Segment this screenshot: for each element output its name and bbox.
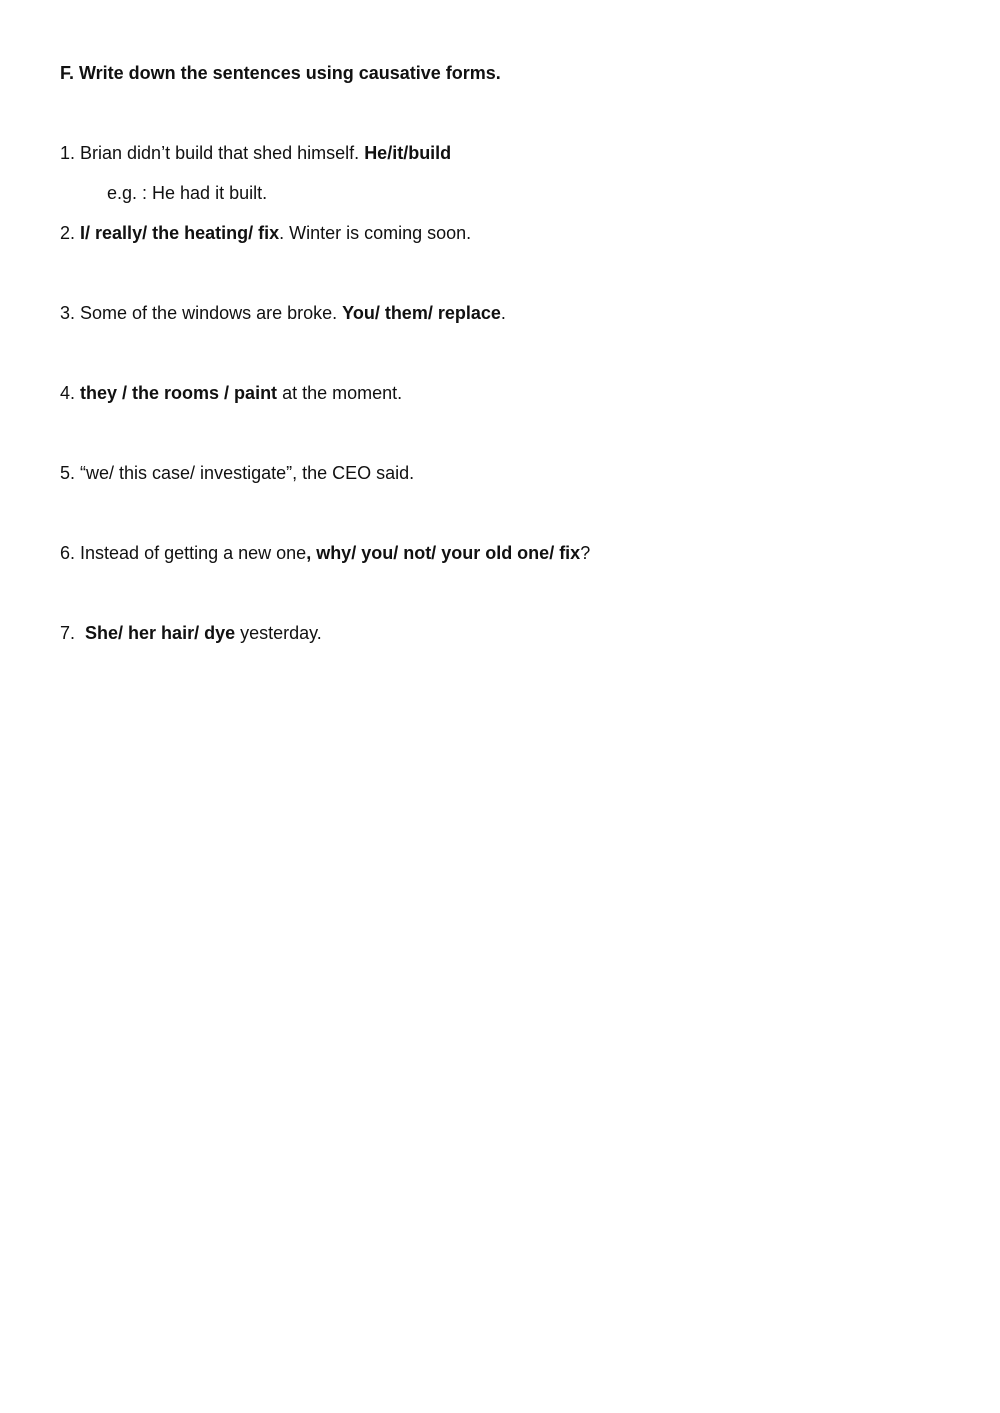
question-4: [60, 381, 402, 405]
question-prompt: they / the rooms / paint: [80, 383, 278, 403]
question-text: Brian didn’t build that shed himself.: [75, 143, 365, 163]
question-number: 2.: [60, 223, 76, 243]
question-text-after: yesterday.: [235, 623, 322, 643]
example-answer: e.g. : He had it built.: [107, 183, 268, 203]
question-number: 4.: [60, 383, 76, 403]
question-prompt: You/ them/ replace: [342, 303, 501, 323]
question-prompt: , why/ you/ not/ your old one/ fix: [306, 543, 581, 563]
question-5: [60, 461, 414, 485]
exercise-heading: F. Write down the sentences using causative forms.: [60, 63, 501, 83]
question-text-after: . Winter is coming soon.: [279, 223, 472, 243]
question-text-after: .: [500, 303, 506, 323]
question-text: “we/ this case/ investigate”, the CEO said.: [75, 463, 415, 483]
question-6: [60, 541, 590, 565]
question-number: 7.: [60, 623, 76, 643]
question-7: [60, 621, 322, 645]
question-prompt: I/ really/ the heating/ fix: [80, 223, 280, 243]
question-number: 5.: [60, 463, 76, 483]
question-text: Some of the windows are broke.: [75, 303, 343, 323]
question-number: 3.: [60, 303, 76, 323]
question-number: 1.: [60, 143, 76, 163]
question-number: 6.: [60, 543, 76, 563]
question-2: [60, 221, 471, 245]
question-text: Instead of getting a new one: [75, 543, 307, 563]
question-text: [75, 623, 85, 643]
question-prompt: He/it/build: [364, 143, 452, 163]
question-3: [60, 301, 506, 325]
question-1: [60, 141, 451, 165]
question-text-after: at the moment.: [277, 383, 403, 403]
question-prompt: She/ her hair/ dye: [85, 623, 236, 643]
question-text-after: ?: [580, 543, 591, 563]
